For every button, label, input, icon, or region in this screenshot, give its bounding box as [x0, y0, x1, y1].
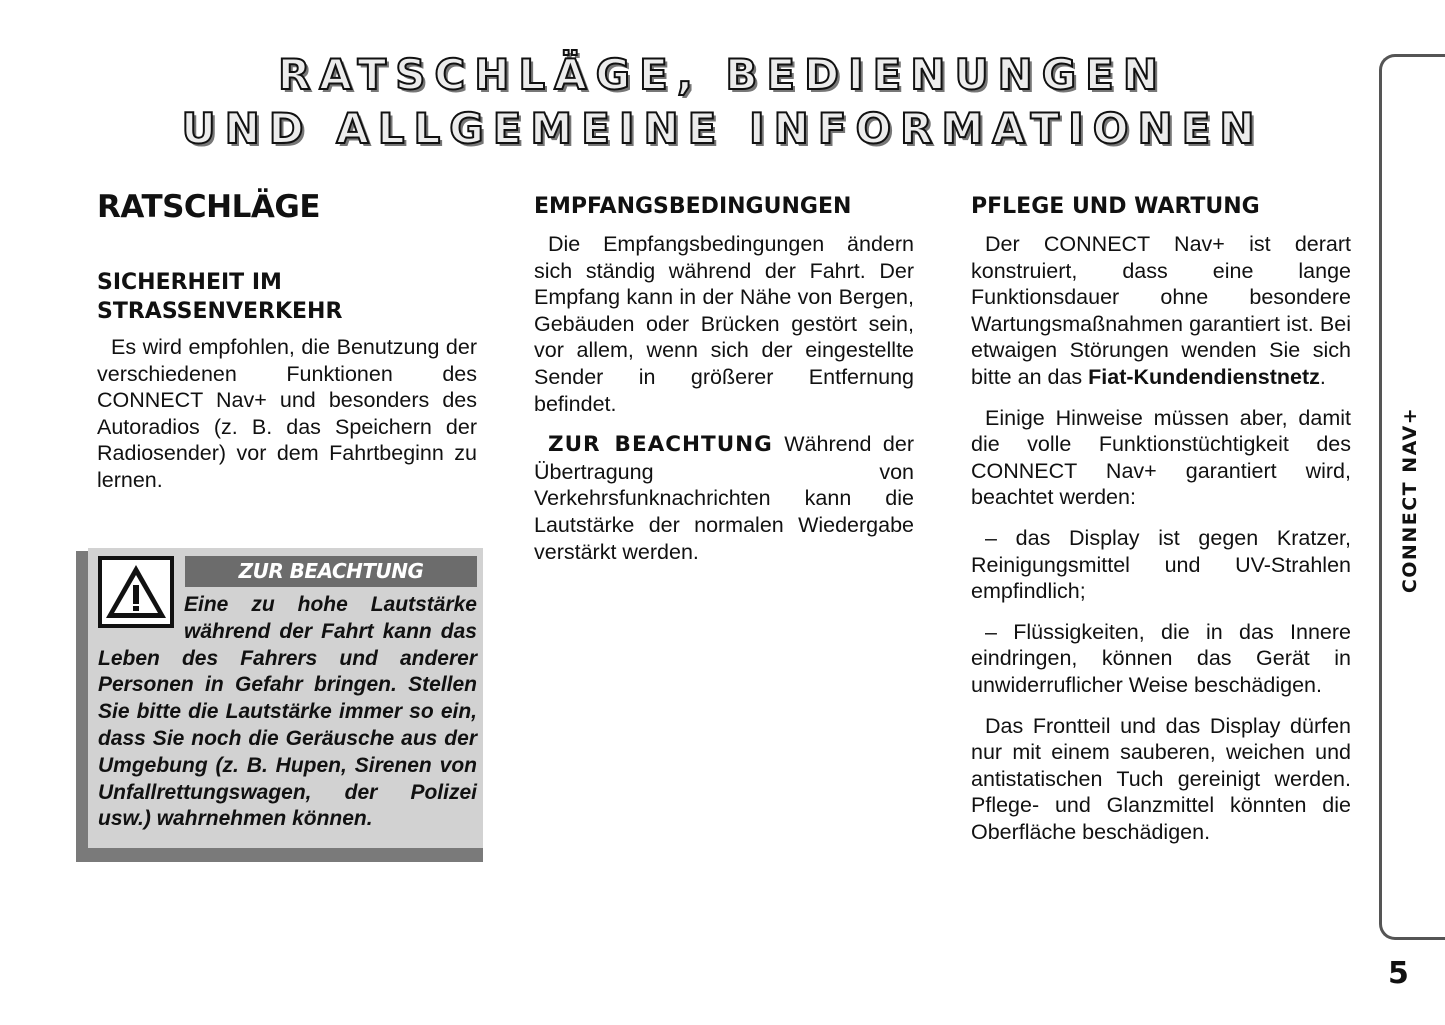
section-heading-empfang: EMPFANGSBEDINGUNGEN — [534, 194, 852, 219]
icon-spacer — [98, 592, 184, 634]
note-label: ZUR BEACHTUNG — [548, 432, 773, 458]
page-number: 5 — [1388, 956, 1409, 991]
column-ratschlaege — [97, 190, 477, 508]
paragraph-empfang: Die Empfangsbedingungen ändern sich ständig während der Fahrt. Der Empfang kann in der Nähe von Bergen, Gebäuden oder Brücken gestört sein, vor allem, wenn sich der eingestellte Sender in größerer Entfernung befindet. — [534, 232, 914, 416]
pflege-1-text: Der CONNECT Nav+ ist derart konstruiert, dass eine lange Funktionsdauer ohne besondere Wartungsmaßnahmen garantiert ist. Bei etwaigen Störungen wenden Sie sich bitte an das — [971, 232, 1351, 389]
page-title-line-1: RATSCHLÄGE, BEDIENUNGEN — [277, 50, 1168, 99]
section-heading-ratschlaege: RATSCHLÄGE — [97, 189, 320, 225]
column-pflege — [971, 190, 1351, 859]
paragraph-note — [534, 431, 914, 565]
paragraph-sicherheit: Es wird empfohlen, die Benutzung der verschiedenen Funktionen des CONNECT Nav+ und besonders des Autoradios (z. B. das Speichern der Radiosender) vor dem Fahrtbeginn zu lernen. — [97, 335, 477, 493]
pflege-1-end: . — [1319, 364, 1326, 389]
side-tab-label: CONNECT NAV+ — [1399, 406, 1421, 594]
warning-text-block — [98, 592, 477, 833]
list-item-fluessigkeiten: – Flüssigkeiten, die in das Innere eindringen, können das Gerät in unwiderruflicher Weise beschädigen. — [971, 619, 1351, 697]
paragraph-pflege-5: Das Frontteil und das Display dürfen nur mit einem sauberen, weichen und antistatischen Tuch gereinigt werden. Pflege- und Glanzmittel könnten die Oberfläche beschädigen. — [971, 713, 1351, 844]
paragraph-pflege-1 — [971, 231, 1351, 391]
warning-text: Eine zu hohe Lautstärke während der Fahrt kann das Leben des Fahrers und anderer Personen in Gefahr bringen. Stellen Sie bitte die Lautstärke immer so ein, dass Sie noch die Geräusche aus der Umgebung (z. B. Hupen, Sirenen von Unfallrettungswagen, der Polizei usw.) wahrnehmen können. — [98, 593, 477, 831]
subheading-sicherheit: SICHERHEIT IM STRASSENVERKEHR — [97, 270, 343, 325]
list-item-display: – das Display ist gegen Kratzer, Reinigungsmittel und UV-Strahlen empfindlich; — [971, 525, 1351, 604]
column-empfang — [534, 190, 914, 579]
pflege-1-bold: Fiat-Kundendienstnetz — [1088, 364, 1320, 389]
page-title-line-2: UND ALLGEMEINE INFORMATIONEN — [181, 104, 1264, 153]
paragraph-pflege-2: Einige Hinweise müssen aber, damit die volle Funktionstüchtigkeit des CONNECT Nav+ garantiert wird, beachtet werden: — [971, 405, 1351, 510]
note-text: Während der Übertragung von Verkehrsfunknachrichten kann die Lautstärke der normalen Wiedergabe verstärkt werden. — [534, 432, 914, 564]
warning-label: ZUR BEACHTUNG — [185, 556, 477, 587]
section-heading-pflege: PFLEGE UND WARTUNG — [971, 194, 1260, 219]
